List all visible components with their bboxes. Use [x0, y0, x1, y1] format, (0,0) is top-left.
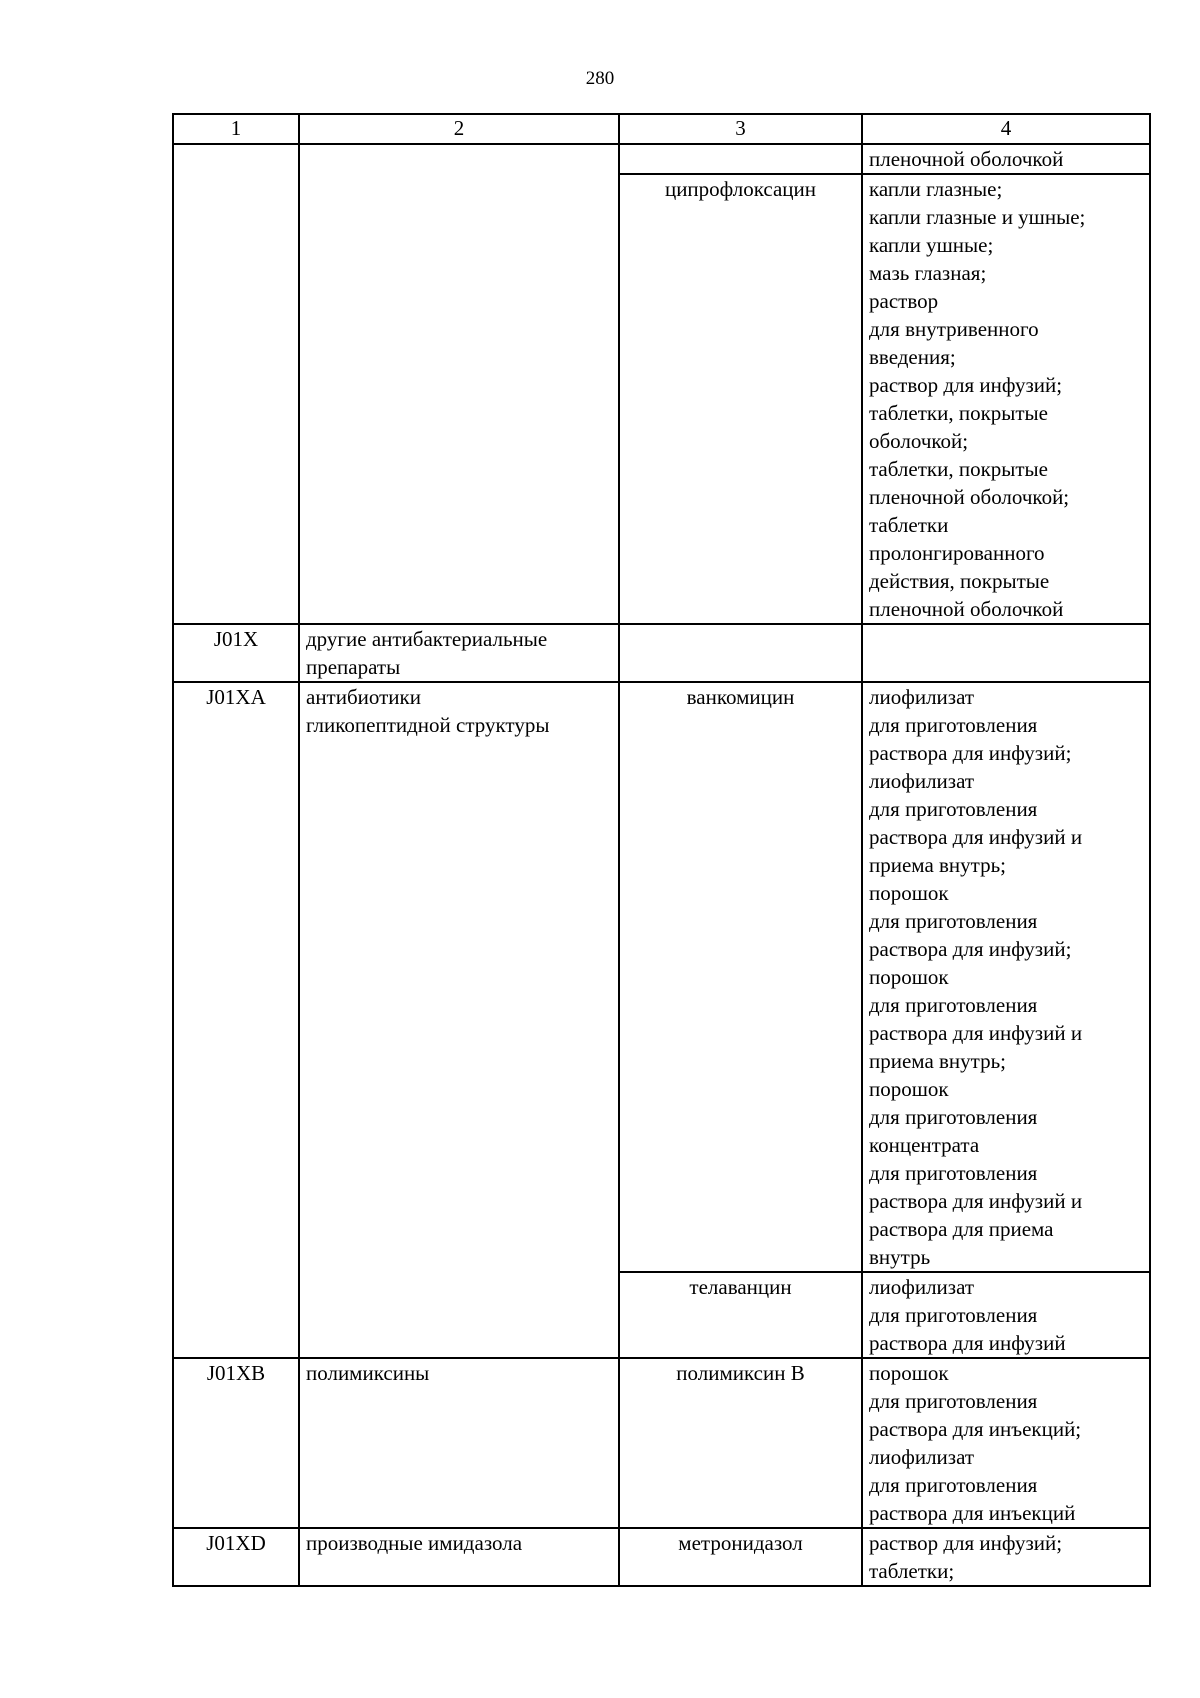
dosage-form-line: для приготовления [869, 909, 1038, 933]
table-row [173, 682, 1150, 1272]
dosage-form-line: порошок [869, 965, 949, 989]
group-name-cell [299, 144, 619, 624]
dosage-form-line: лиофилизат [869, 769, 975, 793]
table-row [173, 1528, 1150, 1586]
group-name-cell [299, 682, 619, 1358]
dosage-forms-cell [862, 1358, 1150, 1528]
dosage-forms-cell [862, 682, 1150, 1272]
dosage-form-line: лиофилизат [869, 1445, 975, 1469]
dosage-form-line: приема внутрь; [869, 1049, 1007, 1073]
dosage-form-line: концентрата [869, 1133, 980, 1157]
atc-code-cell: J01XA [173, 682, 299, 1358]
dosage-forms-cell [862, 624, 1150, 682]
dosage-form-line: лиофилизат [869, 685, 975, 709]
group-name-line: производные имидазола [306, 1531, 523, 1555]
atc-code-cell: J01XD [173, 1528, 299, 1586]
dosage-form-line: капли глазные и ушные; [869, 205, 1086, 229]
dosage-form-line: для приготовления [869, 797, 1038, 821]
dosage-form-line: раствора для приема [869, 1217, 1054, 1241]
dosage-form-line: пленочной оболочкой [869, 147, 1064, 171]
dosage-form-line: действия, покрытые [869, 569, 1050, 593]
drug-name-cell: телаванцин [619, 1272, 862, 1358]
table-header-row [173, 114, 1150, 144]
group-name-cell [299, 1358, 619, 1528]
drug-name-cell: ципрофлоксацин [619, 174, 862, 624]
drug-name-cell: ванкомицин [619, 682, 862, 1272]
table-row [173, 624, 1150, 682]
dosage-form-line: раствора для инъекций; [869, 1417, 1082, 1441]
group-name-line: полимиксины [306, 1361, 430, 1385]
table-row [173, 1358, 1150, 1528]
dosage-form-line: раствора для инфузий; [869, 937, 1072, 961]
dosage-form-line: таблетки; [869, 1559, 955, 1583]
dosage-form-line: таблетки, покрытые [869, 401, 1048, 425]
group-name-line: гликопептидной структуры [306, 713, 550, 737]
drug-name-cell: полимиксин B [619, 1358, 862, 1528]
dosage-form-line: для приготовления [869, 1473, 1038, 1497]
column-header: 2 [299, 114, 619, 144]
dosage-form-line: для приготовления [869, 1105, 1038, 1129]
drug-name-cell [619, 144, 862, 174]
dosage-form-line: порошок [869, 1361, 949, 1385]
dosage-form-line: раствора для инфузий [869, 1331, 1066, 1355]
dosage-form-line: внутрь [869, 1245, 931, 1269]
group-name-line: антибиотики [306, 685, 421, 709]
dosage-form-line: для приготовления [869, 1161, 1038, 1185]
dosage-form-line: оболочкой; [869, 429, 969, 453]
drug-name-cell: метронидазол [619, 1528, 862, 1586]
dosage-forms-cell [862, 1528, 1150, 1586]
dosage-form-line: лиофилизат [869, 1275, 975, 1299]
table-row [173, 144, 1150, 174]
drug-name-cell [619, 624, 862, 682]
dosage-form-line: порошок [869, 881, 949, 905]
group-name-line: препараты [306, 655, 401, 679]
dosage-form-line: раствора для инфузий и [869, 1189, 1083, 1213]
dosage-form-line: раствор [869, 289, 939, 313]
dosage-forms-cell [862, 144, 1150, 174]
drug-table [172, 113, 1151, 1587]
group-name-cell [299, 624, 619, 682]
group-name-cell [299, 1528, 619, 1586]
dosage-form-line: для приготовления [869, 1303, 1038, 1327]
dosage-form-line: пленочной оболочкой; [869, 485, 1070, 509]
dosage-forms-cell [862, 1272, 1150, 1358]
dosage-form-line: таблетки [869, 513, 949, 537]
dosage-form-line: раствор для инфузий; [869, 1531, 1063, 1555]
dosage-form-line: раствора для инфузий и [869, 825, 1083, 849]
dosage-form-line: приема внутрь; [869, 853, 1007, 877]
dosage-form-line: раствора для инфузий; [869, 741, 1072, 765]
dosage-form-line: капли глазные; [869, 177, 1003, 201]
column-header: 1 [173, 114, 299, 144]
dosage-form-line: пролонгированного [869, 541, 1045, 565]
dosage-form-line: раствора для инъекций [869, 1501, 1076, 1525]
dosage-form-line: раствора для инфузий и [869, 1021, 1083, 1045]
dosage-form-line: для приготовления [869, 993, 1038, 1017]
dosage-form-line: порошок [869, 1077, 949, 1101]
page-number: 280 [585, 68, 615, 89]
atc-code-cell: J01X [173, 624, 299, 682]
dosage-form-line: таблетки, покрытые [869, 457, 1048, 481]
atc-code-cell: J01XB [173, 1358, 299, 1528]
dosage-form-line: для приготовления [869, 713, 1038, 737]
dosage-form-line: мазь глазная; [869, 261, 987, 285]
column-header: 3 [619, 114, 862, 144]
column-header: 4 [862, 114, 1150, 144]
group-name-line: другие антибактериальные [306, 627, 548, 651]
dosage-form-line: раствор для инфузий; [869, 373, 1063, 397]
atc-code-cell [173, 144, 299, 624]
dosage-form-line: введения; [869, 345, 956, 369]
dosage-form-line: капли ушные; [869, 233, 994, 257]
dosage-forms-cell [862, 174, 1150, 624]
dosage-form-line: для приготовления [869, 1389, 1038, 1413]
dosage-form-line: для внутривенного [869, 317, 1039, 341]
dosage-form-line: пленочной оболочкой [869, 597, 1064, 621]
